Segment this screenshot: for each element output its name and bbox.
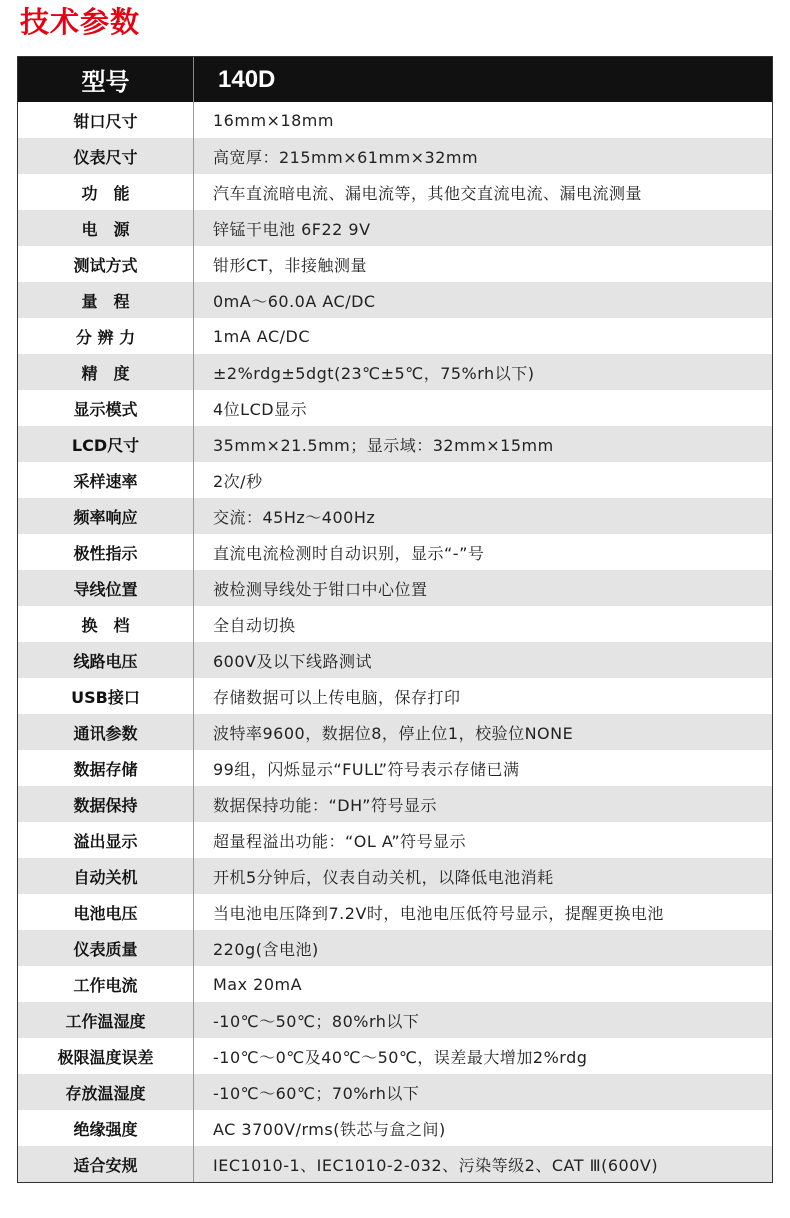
table-row xyxy=(18,138,772,174)
row-label: 通讯参数 xyxy=(18,714,194,750)
table-row xyxy=(18,498,772,534)
row-label: 量 程 xyxy=(18,282,194,318)
row-label: 线路电压 xyxy=(18,642,194,678)
row-value: -10℃～50℃；80%rh以下 xyxy=(213,1011,420,1031)
row-label: 换 档 xyxy=(18,606,194,642)
table-row xyxy=(18,570,772,606)
row-label: 测试方式 xyxy=(18,246,194,282)
header-label: 型号 xyxy=(18,57,194,102)
table-row xyxy=(18,1038,772,1074)
row-label: 适合安规 xyxy=(18,1146,194,1182)
table-row xyxy=(18,858,772,894)
row-label: 仪表尺寸 xyxy=(18,138,194,174)
table-row xyxy=(18,750,772,786)
row-label: 电池电压 xyxy=(18,894,194,930)
row-label: 溢出显示 xyxy=(18,822,194,858)
row-value: Max 20mA xyxy=(213,974,303,994)
row-value: ±2%rdg±5dgt(23℃±5℃，75%rh以下) xyxy=(213,363,535,383)
row-value: 存储数据可以上传电脑，保存打印 xyxy=(213,687,461,707)
row-value: 波特率9600，数据位8，停止位1，校验位NONE xyxy=(213,723,574,743)
row-value: 600V及以下线路测试 xyxy=(213,651,372,671)
row-label: 功 能 xyxy=(18,174,194,210)
row-label: 绝缘强度 xyxy=(18,1110,194,1146)
row-value: 220g(含电池) xyxy=(213,939,319,959)
row-label: 数据存储 xyxy=(18,750,194,786)
row-value: 开机5分钟后，仪表自动关机，以降低电池消耗 xyxy=(213,867,554,887)
row-value: 数据保持功能：“DH”符号显示 xyxy=(213,795,437,815)
table-row xyxy=(18,1002,772,1038)
spec-table xyxy=(17,56,773,1183)
row-value: 99组，闪烁显示“FULL”符号表示存储已满 xyxy=(213,759,520,779)
table-row xyxy=(18,318,772,354)
table-header xyxy=(18,57,772,102)
row-value: 锌锰干电池 6F22 9V xyxy=(213,219,371,239)
row-value: AC 3700V/rms(铁芯与盒之间) xyxy=(213,1119,446,1139)
row-value: 2次/秒 xyxy=(213,471,263,491)
row-value: 高宽厚：215mm×61mm×32mm xyxy=(213,147,479,167)
table-row xyxy=(18,678,772,714)
row-label: 采样速率 xyxy=(18,462,194,498)
table-row xyxy=(18,606,772,642)
row-value: 钳形CT，非接触测量 xyxy=(213,255,367,275)
table-row xyxy=(18,966,772,1002)
table-row xyxy=(18,930,772,966)
table-row xyxy=(18,1146,772,1182)
row-value: 1mA AC/DC xyxy=(213,326,311,346)
row-value: 35mm×21.5mm；显示域：32mm×15mm xyxy=(213,435,554,455)
table-row xyxy=(18,822,772,858)
row-label: 电 源 xyxy=(18,210,194,246)
row-value: 汽车直流暗电流、漏电流等，其他交直流电流、漏电流测量 xyxy=(213,183,643,203)
table-row xyxy=(18,1110,772,1146)
row-label: LCD尺寸 xyxy=(18,426,194,462)
table-row xyxy=(18,1074,772,1110)
page-title: 技术参数 xyxy=(20,5,141,39)
row-label: 钳口尺寸 xyxy=(18,102,194,138)
table-row xyxy=(18,246,772,282)
row-value: 全自动切换 xyxy=(213,615,296,635)
row-value: -10℃～60℃；70%rh以下 xyxy=(213,1083,420,1103)
row-label: 仪表质量 xyxy=(18,930,194,966)
row-label: 频率响应 xyxy=(18,498,194,534)
row-label: 显示模式 xyxy=(18,390,194,426)
row-value: 超量程溢出功能：“OL A”符号显示 xyxy=(213,831,467,851)
table-row xyxy=(18,786,772,822)
table-row xyxy=(18,894,772,930)
row-label: USB接口 xyxy=(18,678,194,714)
row-label: 导线位置 xyxy=(18,570,194,606)
row-label: 数据保持 xyxy=(18,786,194,822)
row-value: 0mA～60.0A AC/DC xyxy=(213,291,376,311)
row-value: IEC1010-1、IEC1010-2-032、污染等级2、CAT Ⅲ(600V) xyxy=(213,1155,659,1175)
row-label: 自动关机 xyxy=(18,858,194,894)
table-row xyxy=(18,390,772,426)
row-label: 工作电流 xyxy=(18,966,194,1002)
row-label: 极限温度误差 xyxy=(18,1038,194,1074)
row-value: -10℃～0℃及40℃～50℃，误差最大增加2%rdg xyxy=(213,1047,588,1067)
table-row xyxy=(18,354,772,390)
table-row xyxy=(18,426,772,462)
row-value: 16mm×18mm xyxy=(213,110,334,130)
table-row xyxy=(18,534,772,570)
table-row xyxy=(18,714,772,750)
row-label: 极性指示 xyxy=(18,534,194,570)
table-row xyxy=(18,462,772,498)
table-row xyxy=(18,174,772,210)
row-value: 交流：45Hz～400Hz xyxy=(213,507,376,527)
row-value: 直流电流检测时自动识别，显示“-”号 xyxy=(213,543,485,563)
table-row xyxy=(18,102,772,138)
row-label: 工作温湿度 xyxy=(18,1002,194,1038)
row-label: 分 辨 力 xyxy=(18,318,194,354)
table-row xyxy=(18,282,772,318)
row-value: 4位LCD显示 xyxy=(213,399,308,419)
row-label: 精 度 xyxy=(18,354,194,390)
row-value: 当电池电压降到7.2V时，电池电压低符号显示，提醒更换电池 xyxy=(213,903,664,923)
table-row xyxy=(18,642,772,678)
header-value: 140D xyxy=(218,65,276,93)
table-body xyxy=(18,102,772,1182)
row-value: 被检测导线处于钳口中心位置 xyxy=(213,579,428,599)
table-row xyxy=(18,210,772,246)
row-label: 存放温湿度 xyxy=(18,1074,194,1110)
